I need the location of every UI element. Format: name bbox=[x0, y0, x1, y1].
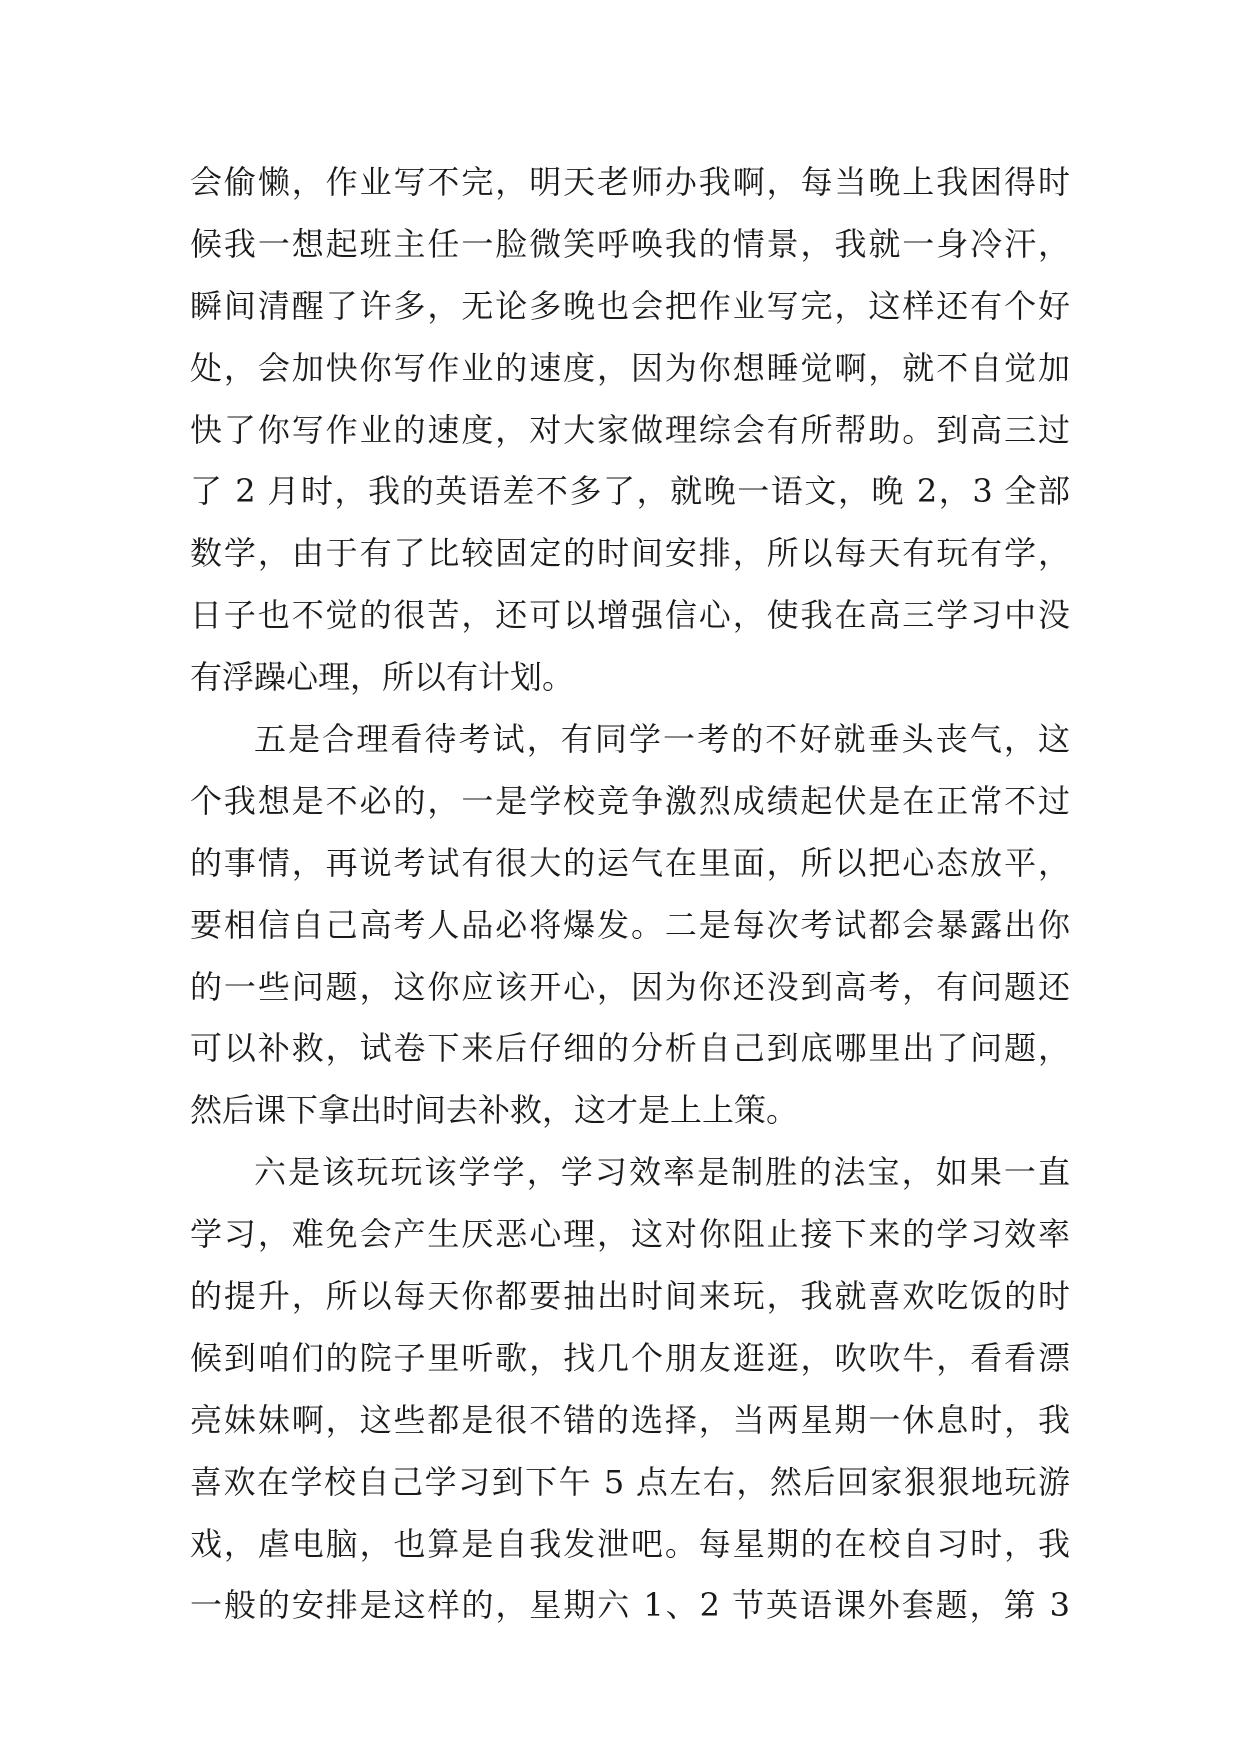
paragraph-start-line: 五是合理看待考试，有同学一考的不好就垂头丧气，这 bbox=[254, 720, 1070, 759]
body-text bbox=[190, 152, 1070, 1637]
text-line: 个我想是不必的，一是学校竞争激烈成绩起伏是在正常不过 bbox=[190, 781, 1070, 820]
text-line: 候我一想起班主任一脸微笑呼唤我的情景，我就一身冷汗， bbox=[190, 224, 1070, 263]
text-line: 快了你写作业的速度，对大家做理综会有所帮助。到高三过 bbox=[190, 410, 1070, 449]
text-line: 学习，难免会产生厌恶心理，这对你阻止接下来的学习效率 bbox=[190, 1215, 1070, 1254]
text-line: 处，会加快你写作业的速度，因为你想睡觉啊，就不自觉加 bbox=[190, 348, 1070, 387]
text-line: 的事情，再说考试有很大的运气在里面，所以把心态放平， bbox=[190, 843, 1070, 882]
text-line: 的一些问题，这你应该开心，因为你还没到高考，有问题还 bbox=[190, 967, 1070, 1006]
text-line: 有浮躁心理，所以有计划。 bbox=[190, 658, 575, 697]
text-line: 的提升，所以每天你都要抽出时间来玩，我就喜欢吃饭的时 bbox=[190, 1277, 1070, 1316]
text-line: 喜欢在学校自己学习到下午 5 点左右，然后回家狠狠地玩游 bbox=[190, 1462, 1070, 1501]
paragraph-start-line: 六是该玩玩该学学，学习效率是制胜的法宝，如果一直 bbox=[254, 1153, 1070, 1192]
text-line: 可以补救，试卷下来后仔细的分析自己到底哪里出了问题， bbox=[190, 1029, 1070, 1068]
text-line: 瞬间清醒了许多，无论多晚也会把作业写完，这样还有个好 bbox=[190, 286, 1070, 325]
text-line: 然后课下拿出时间去补救，这才是上上策。 bbox=[190, 1091, 799, 1130]
text-line: 日子也不觉的很苦，还可以增强信心，使我在高三学习中没 bbox=[190, 596, 1070, 635]
text-line: 戏，虐电脑，也算是自我发泄吧。每星期的在校自习时，我 bbox=[190, 1524, 1070, 1563]
text-line: 候到咱们的院子里听歌，找几个朋友逛逛，吹吹牛，看看漂 bbox=[190, 1338, 1070, 1377]
text-line: 数学，由于有了比较固定的时间安排，所以每天有玩有学， bbox=[190, 534, 1070, 573]
text-line: 一般的安排是这样的，星期六 1、2 节英语课外套题，第 3 bbox=[190, 1586, 1070, 1625]
text-line: 了 2 月时，我的英语差不多了，就晚一语文，晚 2，3 全部 bbox=[190, 472, 1070, 511]
text-line: 会偷懒，作业写不完，明天老师办我啊，每当晚上我困得时 bbox=[190, 163, 1070, 201]
text-line: 要相信自己高考人品必将爆发。二是每次考试都会暴露出你 bbox=[190, 905, 1070, 944]
text-line: 亮妹妹啊，这些都是很不错的选择，当两星期一休息时，我 bbox=[190, 1400, 1070, 1439]
